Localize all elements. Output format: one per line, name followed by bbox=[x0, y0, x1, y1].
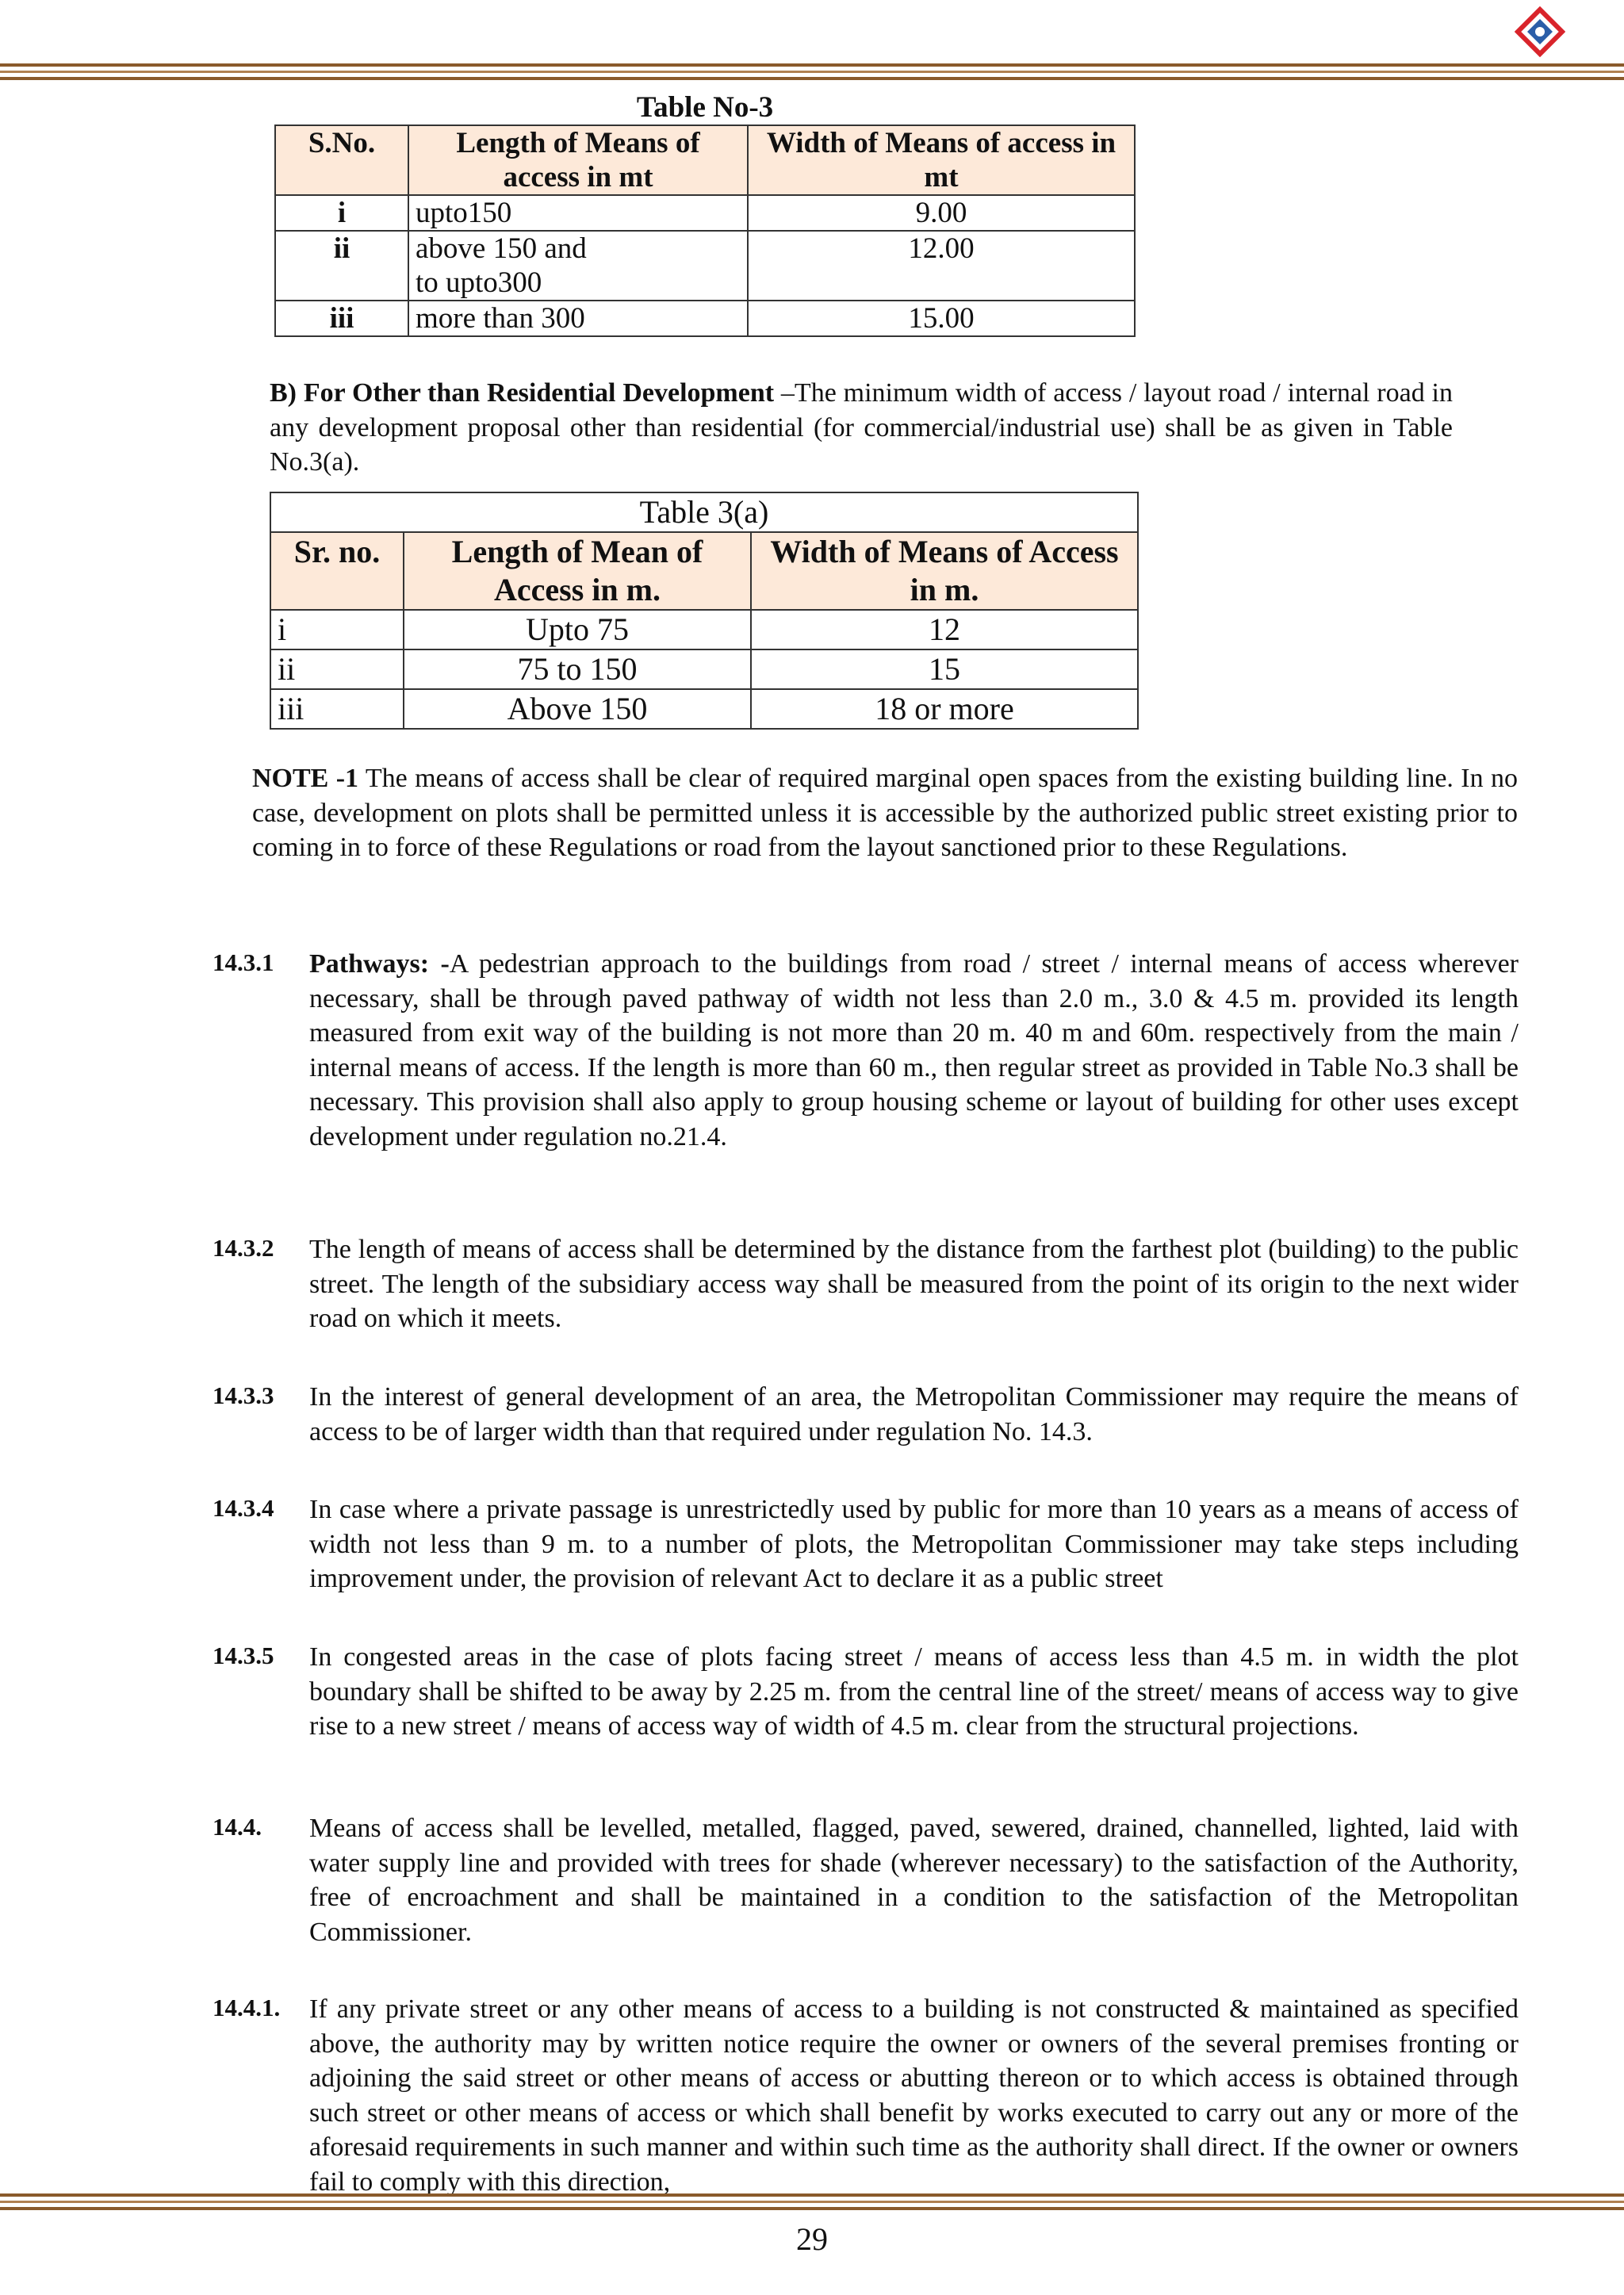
note-text: The means of access shall be clear of required marginal open spaces from the existing building line. In no case, development on plots shall be permitted unless it is accessible by the authorized public street existing prior to coming in to force of these Regulations or road from the layout sanctioned prior to these Regulations. bbox=[252, 764, 1518, 862]
table-3 bbox=[274, 90, 1136, 337]
page-number: 29 bbox=[796, 2221, 828, 2257]
header-rule bbox=[0, 63, 1624, 84]
section-b-paragraph bbox=[270, 376, 1453, 480]
column-header: Length of Means of access in mt bbox=[408, 125, 748, 195]
table-row: i upto150 9.00 bbox=[275, 195, 1135, 231]
note-paragraph bbox=[252, 761, 1518, 865]
column-header: Sr. no. bbox=[270, 532, 404, 610]
section-b-text: –The minimum width of access / layout road / internal road in any development proposal other than residential (for commercial/industrial use) shall be as given in Table No.3(a). bbox=[270, 378, 1453, 477]
note-label: NOTE -1 bbox=[252, 764, 359, 793]
clause-text: If any private street or any other means of access to a building is not constructed & maintained as specified above, the authority may by written notice require the owner or owners of the several premises fronting or adjoining the said street or other means of access or abutting thereon or to which access is obtained through such street or other means of access or which shall benefit by works executed to carry out any or more of the aforesaid requirements in such manner and within such time as the authority shall direct. If the owner or owners fail to comply with this direction, bbox=[309, 1994, 1519, 2197]
table-row: i Upto 75 12 bbox=[270, 610, 1138, 649]
table-row: ii 75 to 150 15 bbox=[270, 649, 1138, 689]
clause-title: Pathways: - bbox=[309, 949, 450, 979]
footer-rule bbox=[0, 2193, 1624, 2214]
table-caption: Table No-3 bbox=[636, 91, 774, 124]
table-row: ii above 150 and to upto300 12.00 bbox=[275, 231, 1135, 301]
column-header: Width of Means of Access in m. bbox=[751, 532, 1138, 610]
table-3a bbox=[270, 492, 1139, 730]
clause-number: 14.4.1. bbox=[213, 1994, 281, 2021]
clause-number: 14.3.4 bbox=[213, 1494, 274, 1522]
clause-text: In congested areas in the case of plots facing street / means of access less than 4.5 m. in width the plot boundary shall be shifted to be away by 2.25 m. from the central line of the street/ means of access way to give rise to a new street / means of access way of width of 4.5 m. clear from the structural projections. bbox=[309, 1642, 1519, 1741]
clause-number: 14.3.2 bbox=[213, 1234, 274, 1262]
logo-icon bbox=[1515, 6, 1565, 57]
clause-number: 14.3.3 bbox=[213, 1381, 274, 1409]
clause-number: 14.3.1 bbox=[213, 948, 274, 976]
clause-number: 14.4. bbox=[213, 1813, 262, 1841]
clause-text: The length of means of access shall be determined by the distance from the farthest plot (building) to the public street. The length of the subsidiary access way shall be measured from the point of its origin to the next wider road on which it meets. bbox=[309, 1235, 1519, 1333]
clause-text: In the interest of general development of an area, the Metropolitan Commissioner may require the means of access to be of larger width than that required under regulation No. 14.3. bbox=[309, 1382, 1519, 1446]
table-caption: Table 3(a) bbox=[270, 492, 1138, 532]
table-row: iii Above 150 18 or more bbox=[270, 689, 1138, 729]
clause-text: Pathways: -A pedestrian approach to the buildings from road / street / internal means of access wherever necessary, shall be through paved pathway of width not less than 2.0 m., 3.0 & 4.5 m. provided its length measured from exit way of the building is not more than 20 m. 40 m and 60m. respectively from the main / internal means of access. If the length is more than 60 m., then regular street as provided in Table No.3 shall be necessary. This provision shall also apply to group housing scheme or layout of building for other uses except development under regulation no.21.4. bbox=[309, 949, 1519, 1151]
clause-number: 14.3.5 bbox=[213, 1642, 274, 1669]
clause-text: Means of access shall be levelled, metalled, flagged, paved, sewered, drained, channelled, lighted, laid with water supply line and provided with trees for shade (wherever necessary) to the satisfaction of the Authority, free of encroachment and shall be maintained in a condition to the satisfaction of the Metropolitan Commissioner. bbox=[309, 1814, 1519, 1947]
column-header: Length of Mean of Access in m. bbox=[404, 532, 751, 610]
clause-text: In case where a private passage is unrestrictedly used by public for more than 10 years as a means of access of width not less than 9 m. to a number of plots, the Metropolitan Commissioner may take steps including improvement under, the provision of relevant Act to declare it as a public street bbox=[309, 1495, 1519, 1593]
table-row: iii more than 300 15.00 bbox=[275, 301, 1135, 336]
section-b-heading: B) For Other than Residential Development bbox=[270, 378, 775, 408]
column-header: Width of Means of access in mt bbox=[748, 125, 1135, 195]
column-header: S.No. bbox=[275, 125, 408, 195]
